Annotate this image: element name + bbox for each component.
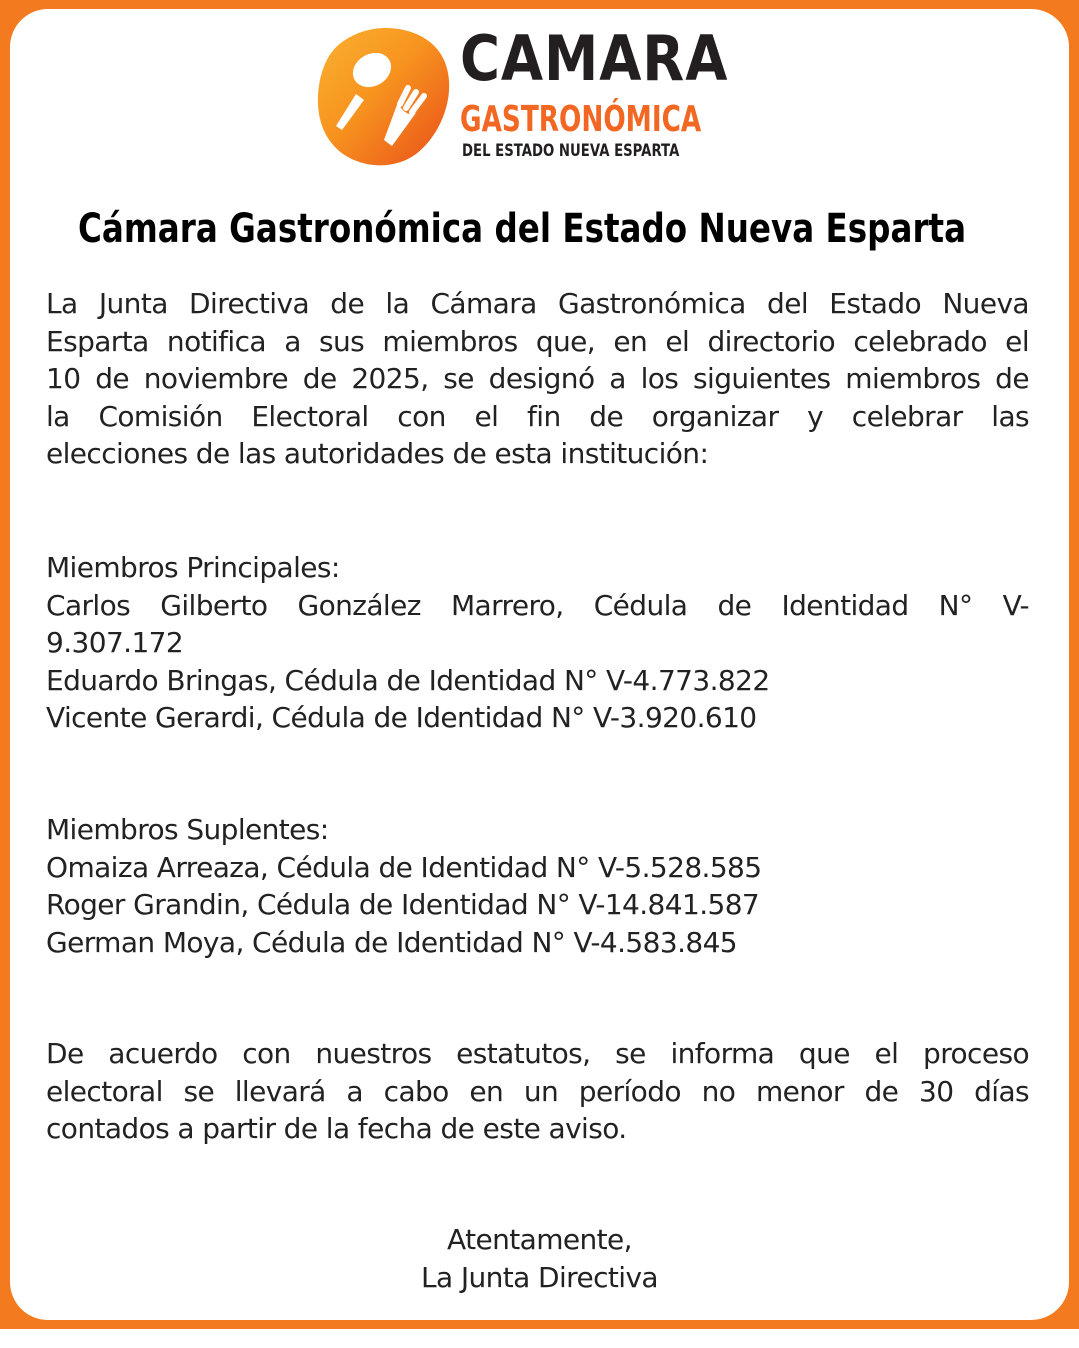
- statutes-line: electoral se llevará a cabo en un período no menor de 30 días: [46, 1074, 1029, 1108]
- alternate-members-title: Miembros Suplentes:: [46, 813, 329, 846]
- member-line: Roger Grandin, Cédula de Identidad N° V-14.841.587: [46, 888, 760, 921]
- intro-paragraph: [46, 285, 1029, 473]
- logo: [312, 22, 729, 172]
- member-line: Vicente Gerardi, Cédula de Identidad N° V-3.920.610: [46, 701, 757, 734]
- page-title: Cámara Gastronómica del Estado Nueva Esparta: [78, 206, 967, 252]
- logo-mark-icon: [312, 22, 462, 172]
- intro-line: 10 de noviembre de 2025, se designó a los siguientes miembros de: [46, 362, 1029, 395]
- intro-line: Esparta notifica a sus miembros que, en el directorio celebrado el: [46, 324, 1029, 358]
- logo-word-camara: CAMARA: [460, 22, 729, 95]
- intro-line: la Comisión Electoral con el fin de organizar y celebrar las: [46, 399, 1029, 433]
- alternate-members: [46, 811, 1029, 961]
- member-line: 9.307.172: [46, 626, 184, 659]
- logo-word-estado: DEL ESTADO NUEVA ESPARTA: [462, 141, 680, 161]
- signature-block: [0, 1221, 1079, 1296]
- member-line: Carlos Gilberto González Marrero, Cédula de Identidad N° V-: [46, 588, 1029, 622]
- member-line: Omaiza Arreaza, Cédula de Identidad N° V-5.528.585: [46, 850, 762, 884]
- member-line: Eduardo Bringas, Cédula de Identidad N° V-4.773.822: [46, 663, 770, 697]
- principal-members-title: Miembros Principales:: [46, 551, 340, 584]
- intro-line: elecciones de las autoridades de esta institución:: [46, 437, 709, 470]
- closing-signatory: La Junta Directiva: [421, 1260, 658, 1294]
- intro-line: La Junta Directiva de la Cámara Gastronómica del Estado Nueva: [46, 287, 1029, 320]
- statutes-line: contados a partir de la fecha de este aviso.: [46, 1112, 627, 1145]
- principal-members: [46, 549, 1029, 737]
- member-line: German Moya, Cédula de Identidad N° V-4.583.845: [46, 925, 738, 959]
- statutes-paragraph: [46, 1035, 1029, 1148]
- logo-word-gastronomica: GASTRONÓMICA: [460, 99, 702, 140]
- statutes-line: De acuerdo con nuestros estatutos, se informa que el proceso: [46, 1037, 1029, 1070]
- closing-salutation: Atentamente,: [447, 1223, 632, 1256]
